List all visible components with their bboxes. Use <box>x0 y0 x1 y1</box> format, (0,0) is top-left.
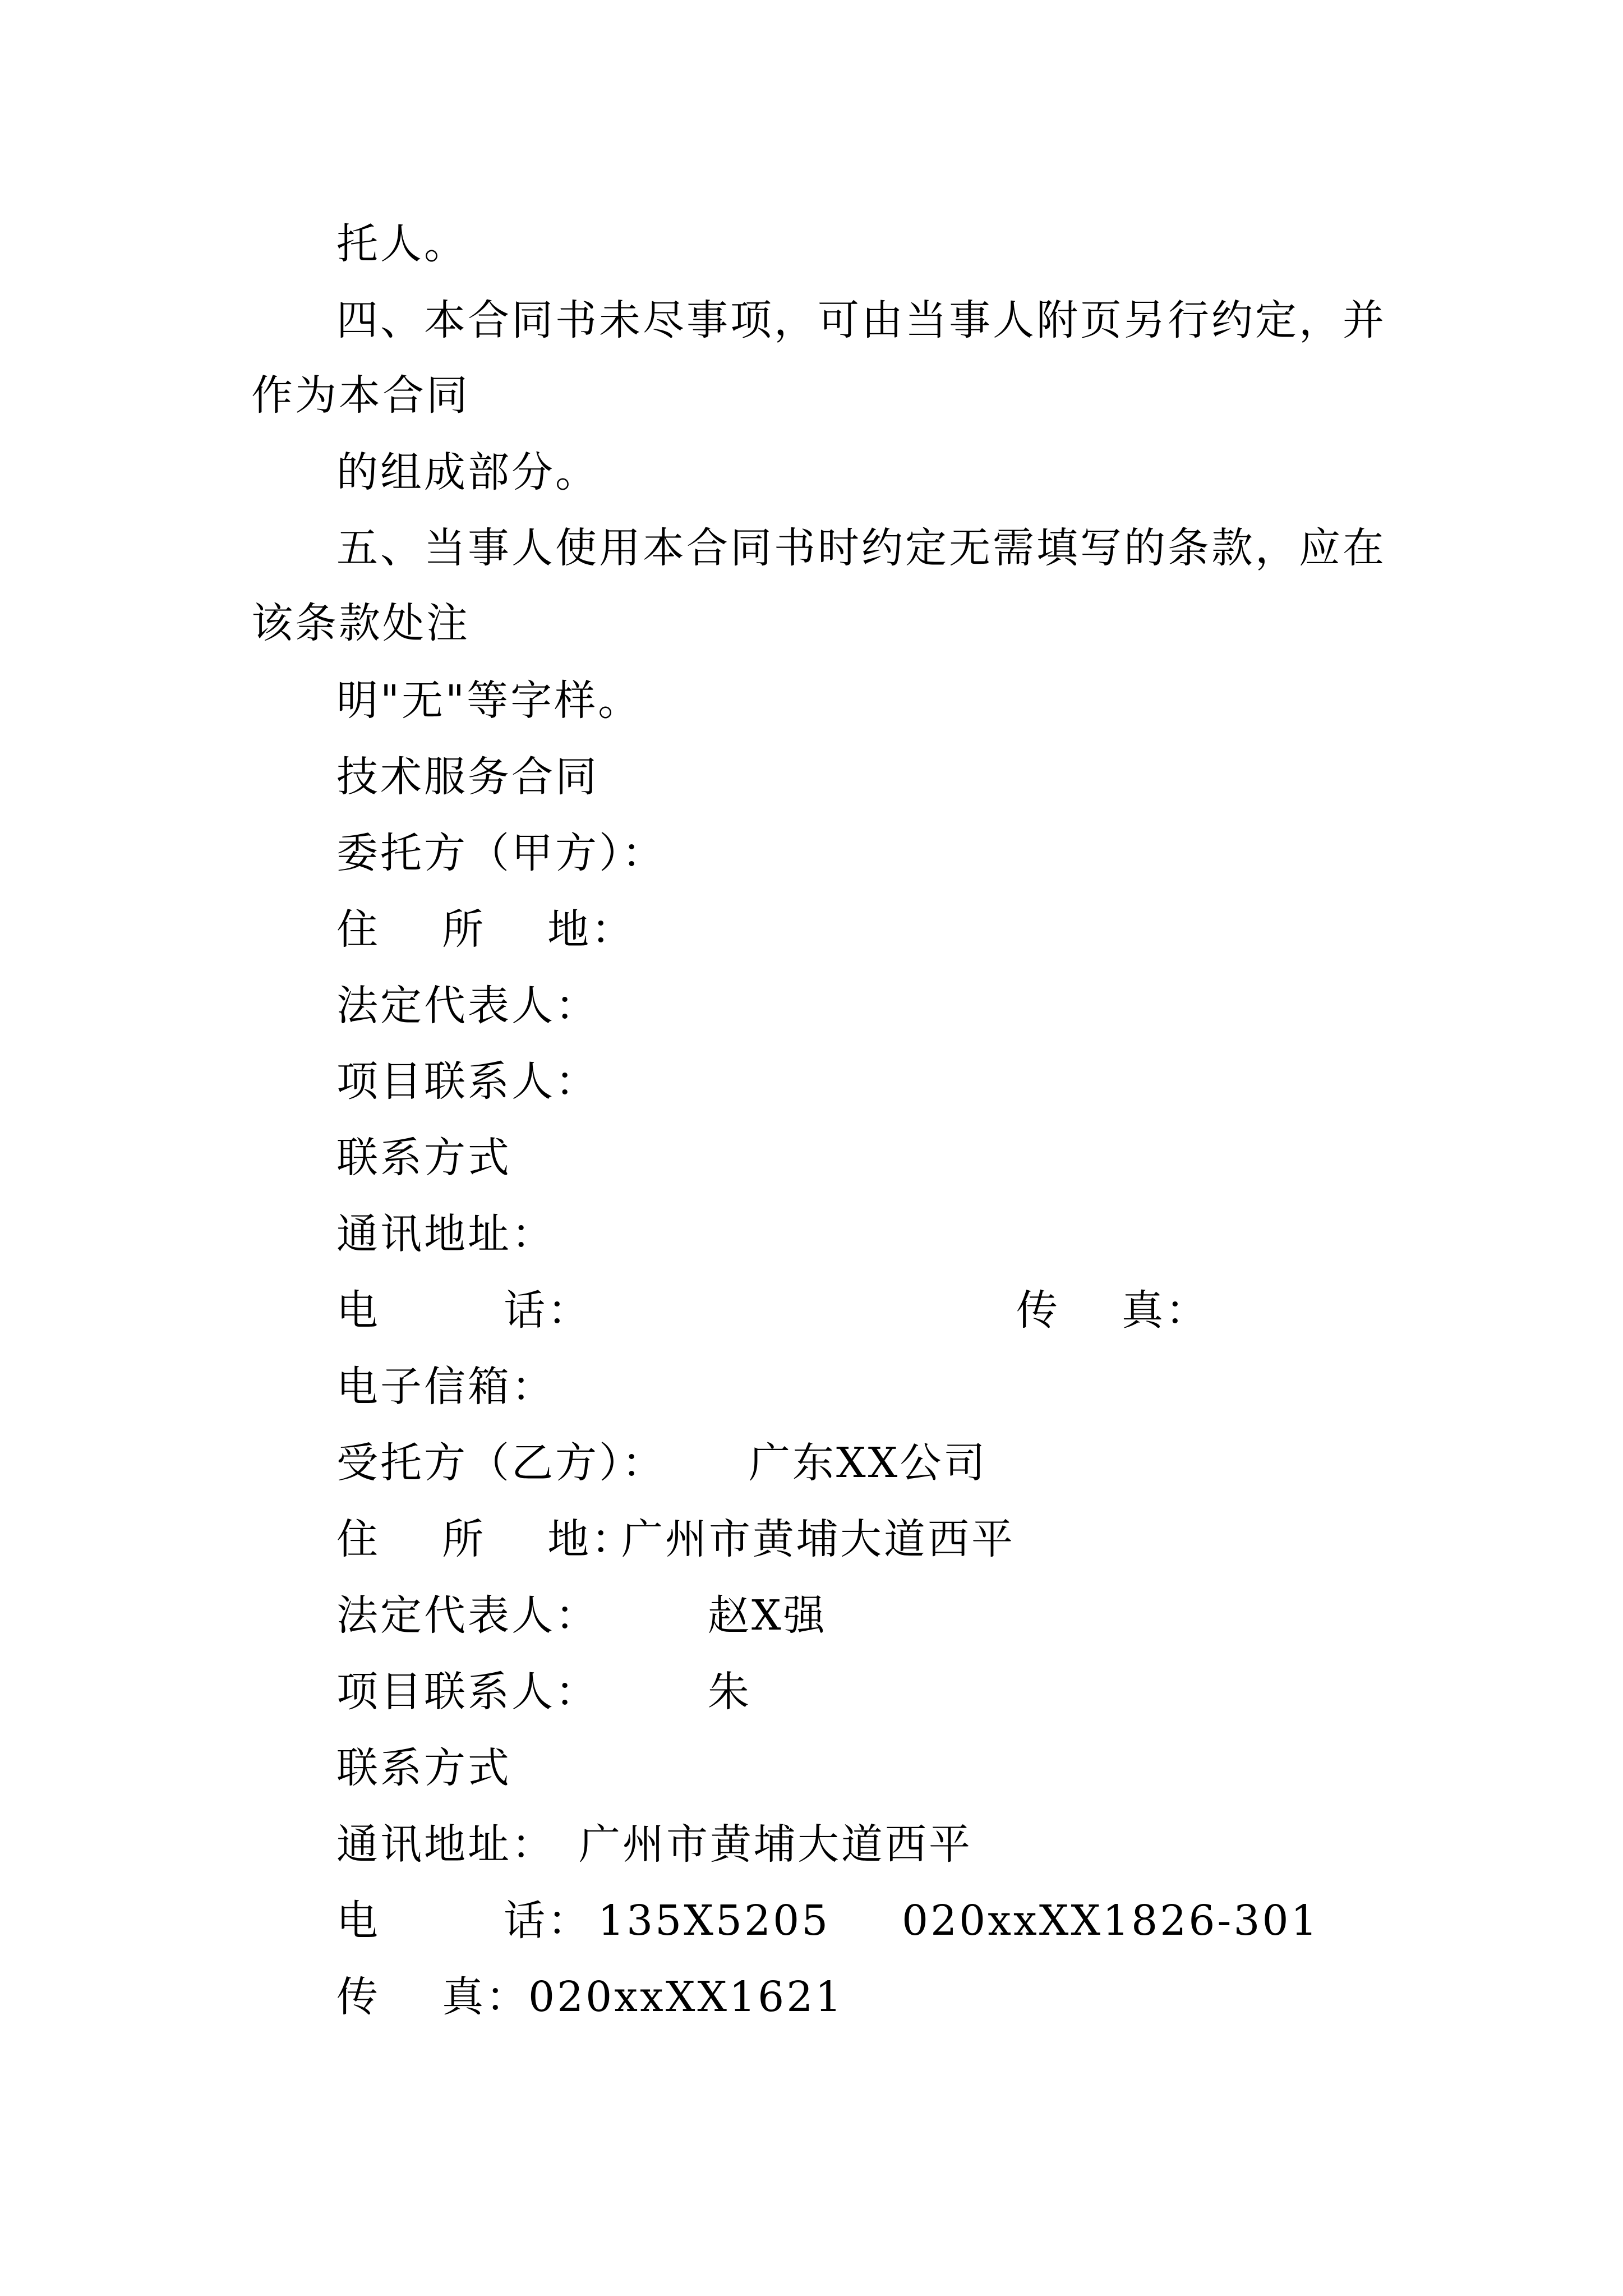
text-line: 托人。 <box>336 220 468 268</box>
party-b-contact-info-label: 联系方式 <box>336 1744 511 1792</box>
party-a-contact-info-label: 联系方式 <box>336 1134 511 1182</box>
text-line: 的组成部分。 <box>336 448 599 496</box>
party-b-legal-rep-label: 法定代表人： <box>336 1591 599 1640</box>
party-b-fax: 020xxXX1621 <box>528 1973 844 2021</box>
text-line: 明"无"等字样。 <box>336 677 642 725</box>
party-b-contact-person-label: 项目联系人： <box>336 1668 599 1716</box>
party-b-phone-label: 电 话： <box>336 1897 592 1945</box>
party-b-mail-address: 广州市黄埔大道西平 <box>579 1820 972 1869</box>
clause-four: 四、本合同书未尽事项，可由当事人附页另行约定，并 <box>336 296 1386 344</box>
party-b-phone: 020xxXX1826-301 <box>902 1897 1320 1945</box>
party-a-mail-address-label: 通讯地址： <box>336 1210 555 1258</box>
party-b-name: 广东XX公司 <box>749 1439 988 1487</box>
party-b-address-label: 住 所 地： <box>336 1515 635 1563</box>
text-line: 作为本合同 <box>251 371 470 420</box>
contract-title: 技术服务合同 <box>336 753 599 801</box>
party-a-phone-label: 电 话： <box>336 1286 592 1335</box>
party-b-mail-address-label: 通讯地址： <box>336 1820 555 1869</box>
party-b-fax-label: 传 真： <box>336 1973 530 2021</box>
party-a-legal-rep-label: 法定代表人： <box>336 982 599 1030</box>
party-b-mobile: 135X5205 <box>598 1897 831 1945</box>
clause-five: 五、当事人使用本合同书时约定无需填写的条款，应在 <box>336 524 1386 572</box>
party-a-address-label: 住 所 地： <box>336 905 635 954</box>
party-a-label: 委托方（甲方）： <box>336 829 666 877</box>
party-b-label: 受托方（乙方）： <box>336 1439 666 1487</box>
party-b-address: 广州市黄埔大道西平 <box>621 1515 1015 1563</box>
party-a-email-label: 电子信箱： <box>336 1363 555 1411</box>
text-line: 该条款处注 <box>251 599 470 647</box>
party-b-contact-person: 朱 <box>708 1668 751 1716</box>
party-a-contact-person-label: 项目联系人： <box>336 1057 599 1106</box>
party-b-legal-rep: 赵X强 <box>708 1591 827 1640</box>
party-a-fax-label: 传 真： <box>1016 1286 1210 1335</box>
